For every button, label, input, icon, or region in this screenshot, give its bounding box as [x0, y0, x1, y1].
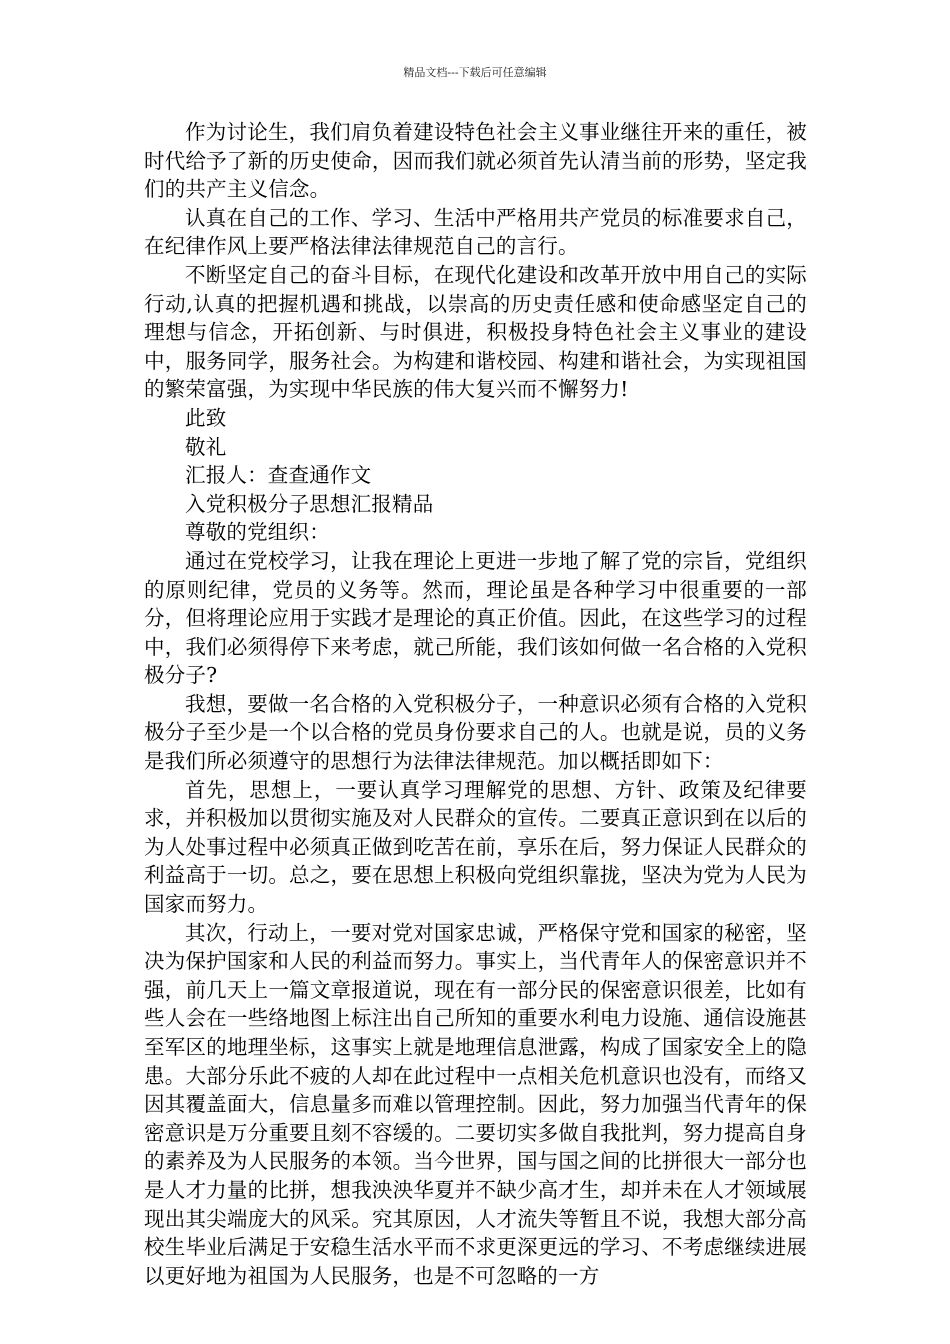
paragraph: 认真在自己的工作、学习、生活中严格用共产党员的标准要求自己，在纪律作风上要严格法律法律规范自己的言行。: [144, 205, 807, 259]
paragraph: 作为讨论生，我们肩负着建设特色社会主义事业继往开来的重任，被时代给予了新的历史使命，因而我们就必须首先认清当前的形势，坚定我们的共产主义信念。: [144, 120, 807, 202]
paragraph: 通过在党校学习，让我在理论上更进一步地了解了党的宗旨，党组织的原则纪律，党员的义务等。然而，理论虽是各种学习中很重要的一部分，但将理论应用于实践才是理论的真正价值。因此，在这些学习的过程中，我们必须得停下来考虑，就己所能，我们该如何做一名合格的入党积极分子?: [144, 548, 807, 688]
paragraph: 我想，要做一名合格的入党积极分子，一种意识必须有合格的入党积极分子至少是一个以合格的党员身份要求自己的人。也就是说，员的义务是我们所必须遵守的思想行为法律法律规范。加以概括即如下：: [144, 691, 807, 774]
reporter-line: 汇报人：查查通作文: [185, 463, 372, 488]
closing-regards: 敬礼: [185, 434, 227, 459]
page-header: 精品文档---下载后可任意编辑: [403, 66, 547, 79]
paragraph: 其次，行动上，一要对党对国家忠诚，严格保守党和国家的秘密，坚决为保护国家和人民的利益而努力。事实上，当代青年人的保密意识并不强，前几天上一篇文章报道说，现在有一部分民的保密意识很差，比如有些人会在一些络地图上标注出自己所知的重要水利电力设施、通信设施甚至军区的地理坐标，这事实上就是地理信息泄露，构成了国家安全上的隐患。大部分乐此不疲的人却在此过程中一点相关危机意识也没有，而络又因其覆盖面大，信息量多而难以管理控制。因此，努力加强当代青年的保密意识是万分重要且刻不容缓的。二要切实多做自我批判，努力提高自身的素养及为人民服务的本领。当今世界，国与国之间的比拼很大一部分也是人才力量的比拼，想我泱泱华夏并不缺少高才生，却并未在人才领域展现出其尖端庞大的风采。究其原因，人才流失等暂且不说，我想大部分高校生毕业后满足于安稳生活水平而不求更深更远的学习、不考虑继续进展以更好地为祖国为人民服务，也是不可忽略的一方: [144, 920, 807, 1288]
paragraph: 不断坚定自己的奋斗目标，在现代化建设和改革开放中用自己的实际行动,认真的把握机遇和挑战，以崇高的历史责任感和使命感坚定自己的理想与信念，开拓创新、与时俱进，积极投身特色社会主义事业的建设中，服务同学，服务社会。为构建和谐校园、构建和谐社会，为实现祖国的繁荣富强，为实现中华民族的伟大复兴而不懈努力!: [144, 262, 807, 402]
paragraph: 首先，思想上，一要认真学习理解党的思想、方针、政策及纪律要求，并积极加以贯彻实施及对人民群众的宣传。二要真正意识到在以后的为人处事过程中必须真正做到吃苦在前，享乐在后，努力保证人民群众的利益高于一切。总之，要在思想上积极向党组织靠拢，坚决为党为人民为国家而努力。: [144, 777, 807, 917]
closing-salutation: 此致: [185, 405, 227, 430]
section-title: 入党积极分子思想汇报精品: [185, 491, 434, 516]
document-body: [144, 118, 807, 1290]
salutation: 尊敬的党组织：: [185, 520, 330, 545]
